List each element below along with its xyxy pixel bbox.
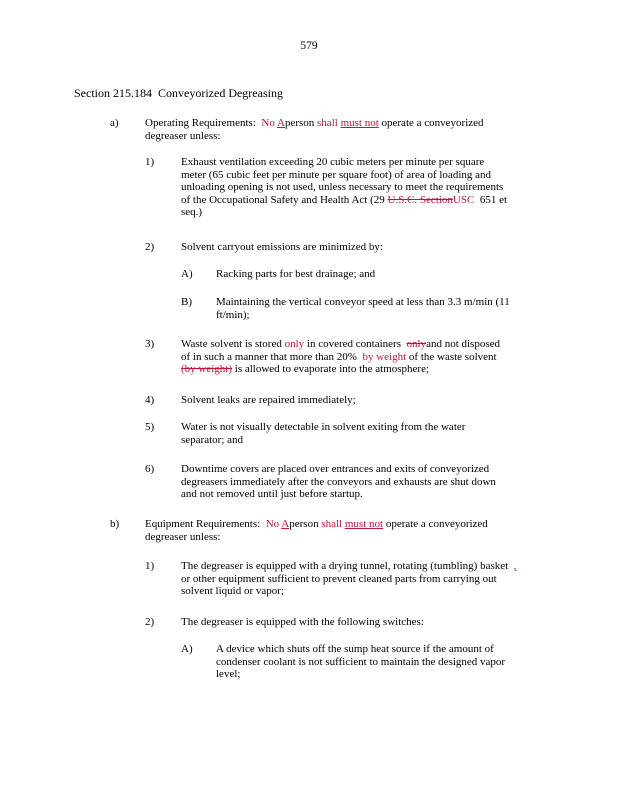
inserted-usc: USC bbox=[452, 193, 475, 206]
inserted-must-not: must not bbox=[344, 518, 384, 530]
item-num: 5) bbox=[145, 421, 155, 433]
text-span: in covered containers bbox=[306, 338, 401, 350]
text-line: or other equipment sufficient to prevent cleaned parts from carrying out bbox=[181, 572, 497, 585]
inserted-comma: , bbox=[513, 560, 517, 572]
text-span: of in such a manner that more than 20% bbox=[181, 350, 357, 363]
item-a4-text: Solvent leaks are repaired immediately; bbox=[181, 394, 356, 406]
text-line: and not removed until just before startup. bbox=[181, 488, 363, 501]
text-span: and not disposed bbox=[426, 338, 501, 350]
subitem-b2a-text bbox=[216, 643, 505, 681]
subsection-b-label: b) bbox=[110, 518, 120, 530]
item-num: 6) bbox=[145, 463, 155, 475]
text-person: person bbox=[289, 518, 319, 530]
item-b2-text: The degreaser is equipped with the following switches: bbox=[181, 616, 424, 628]
inserted-only: only bbox=[284, 338, 305, 350]
subsection-b-text bbox=[145, 518, 488, 543]
text-line: ft/min); bbox=[216, 308, 250, 321]
subitem-num: A) bbox=[181, 268, 193, 280]
text-span: 651 et bbox=[479, 193, 508, 206]
subitem-a2b-text bbox=[216, 296, 510, 321]
subsection-a-text bbox=[145, 117, 484, 142]
inserted-a: A bbox=[281, 518, 290, 530]
subitem-num: B) bbox=[181, 296, 192, 308]
item-a2-text: Solvent carryout emissions are minimized by: bbox=[181, 241, 383, 253]
subsection-a-line1 bbox=[145, 117, 484, 130]
item-num: 1) bbox=[145, 156, 155, 168]
inserted-by-weight: by weight bbox=[362, 350, 407, 363]
subsection-b-line2: degreaser unless: bbox=[145, 530, 221, 543]
deleted-by-weight: (by weight) bbox=[181, 363, 233, 376]
text-rest: operate a conveyorized bbox=[381, 117, 484, 129]
text-line: Water is not visually detectable in solvent exiting from the water bbox=[181, 421, 466, 433]
inserted-no: No bbox=[261, 117, 275, 129]
page-number: 579 bbox=[300, 40, 318, 52]
text-line: level; bbox=[216, 668, 241, 681]
subsection-a-label: a) bbox=[110, 117, 119, 129]
item-num: 4) bbox=[145, 394, 155, 406]
subsection-b-title: Equipment Requirements: bbox=[145, 518, 261, 530]
text-span: is allowed to evaporate into the atmosphere; bbox=[234, 363, 430, 376]
subitem-a2a-text: Racking parts for best drainage; and bbox=[216, 268, 376, 280]
section-title: Conveyorized Degreasing bbox=[158, 86, 283, 100]
item-num: 2) bbox=[145, 616, 155, 628]
section-number: Section 215.184 bbox=[74, 86, 152, 100]
inserted-shall: shall bbox=[317, 117, 338, 129]
text-span: of the Occupational Safety and Health Act (29 bbox=[181, 193, 385, 206]
inserted-must-not: must not bbox=[340, 117, 379, 129]
item-b1-text bbox=[181, 560, 516, 598]
text-rest: operate a conveyorized bbox=[385, 518, 488, 530]
text-line: unloading opening is not used, unless necessary to meet the requirements bbox=[181, 181, 504, 194]
item-a3-text bbox=[181, 338, 500, 376]
item-num: 2) bbox=[145, 241, 155, 253]
text-line: solvent liquid or vapor; bbox=[181, 585, 284, 598]
text-line: condenser coolant is not sufficient to maintain the designed vapor bbox=[216, 655, 506, 668]
subsection-a-title: Operating Requirements: bbox=[145, 117, 256, 129]
item-a6-text bbox=[181, 463, 496, 501]
text-line: meter (65 cubic feet per minute per square foot) of area of loading and bbox=[181, 168, 492, 181]
inserted-shall: shall bbox=[321, 518, 343, 530]
text-line bbox=[181, 338, 500, 351]
item-num: 3) bbox=[145, 338, 155, 350]
text-span: Waste solvent is stored bbox=[181, 338, 282, 350]
text-line: degreasers immediately after the conveyors and exhausts are shut down bbox=[181, 475, 496, 488]
text-line bbox=[181, 351, 500, 364]
text-line: Exhaust ventilation exceeding 20 cubic meters per minute per square bbox=[181, 156, 485, 168]
text-line: Downtime covers are placed over entrances and exits of conveyorized bbox=[181, 463, 490, 475]
inserted-a: A bbox=[277, 117, 285, 129]
item-a5-text bbox=[181, 421, 465, 446]
deleted-usc-section: U.S.C. Section bbox=[387, 193, 453, 206]
text-line bbox=[181, 363, 500, 376]
inserted-no: No bbox=[265, 518, 280, 530]
text-line: Maintaining the vertical conveyor speed at less than 3.3 m/min (11 bbox=[216, 296, 510, 308]
item-a1-text bbox=[181, 156, 507, 219]
subitem-num: A) bbox=[181, 643, 193, 655]
section-heading bbox=[74, 86, 283, 101]
item-num: 1) bbox=[145, 560, 155, 572]
subsection-a-line2: degreaser unless: bbox=[145, 129, 221, 142]
text-line bbox=[181, 194, 507, 207]
text-span: of the waste solvent bbox=[408, 350, 497, 363]
text-line: seq.) bbox=[181, 206, 203, 219]
text-line: A device which shuts off the sump heat source if the amount of bbox=[216, 643, 494, 655]
subsection-b-line1 bbox=[145, 518, 488, 531]
text-line: separator; and bbox=[181, 433, 243, 446]
text-span: The degreaser is equipped with a drying tunnel, rotating (tumbling) basket bbox=[181, 560, 509, 572]
text-person: person bbox=[284, 117, 315, 129]
deleted-only: only bbox=[406, 338, 427, 350]
text-line bbox=[181, 560, 516, 573]
